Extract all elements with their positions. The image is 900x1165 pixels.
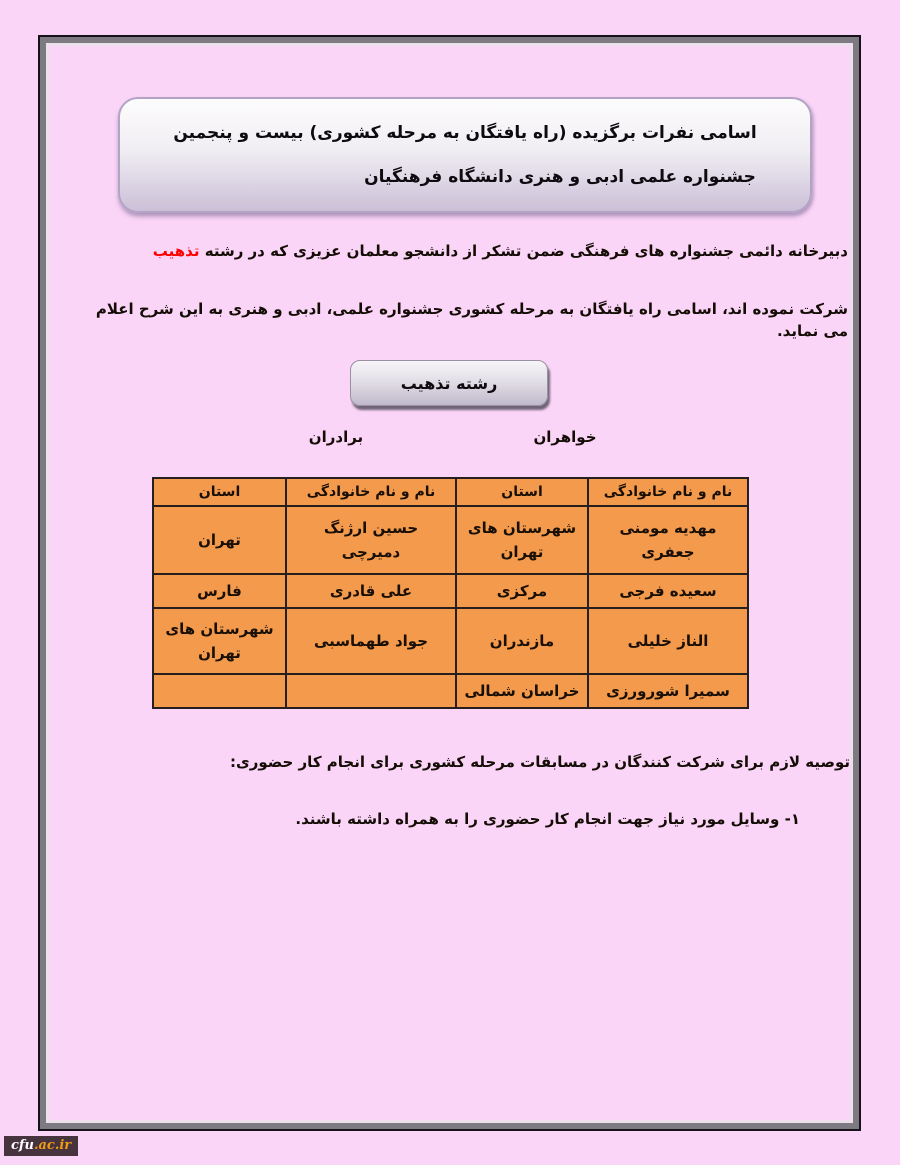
cell-brother-name: علی قادری — [286, 574, 456, 608]
table-row — [153, 608, 748, 674]
group-label-brothers: برادران — [308, 428, 364, 446]
cell-brother-province: شهرستان های تهران — [153, 608, 286, 674]
header-brothers-province: استان — [153, 478, 286, 506]
cell-brother-name: جواد طهماسبی — [286, 608, 456, 674]
cell-sister-name: مهدیه مومنی جعفری — [588, 506, 748, 574]
site-logo-suffix: .ac.ir — [33, 1138, 72, 1153]
group-label-sisters: خواهران — [533, 428, 597, 446]
intro-line-2: شرکت نموده اند، اسامی راه یافتگان به مرحله کشوری جشنواره علمی، ادبی و هنری به این شرح اعلام می نماید. — [95, 300, 848, 340]
table-row — [153, 674, 748, 708]
title-box — [118, 97, 812, 213]
cell-sister-province: خراسان شمالی — [456, 674, 588, 708]
cell-brother-name: حسین ارژنگ دمیرچی — [286, 506, 456, 574]
page-title-line-1: اسامی نفرات برگزیده (راه یافتگان به مرحله کشوری) بیست و پنجمین — [173, 123, 757, 143]
table-header-row — [153, 478, 748, 506]
intro-line-1-text: دبیرخانه دائمی جشنواره های فرهنگی ضمن تشکر از دانشجو معلمان عزیزی که در رشته — [204, 242, 848, 260]
cell-sister-name: سمیرا شورورزی — [588, 674, 748, 708]
intro-line-1 — [70, 240, 848, 262]
cell-sister-province: شهرستان های تهران — [456, 506, 588, 574]
header-sisters-name: نام و نام خانوادگی — [588, 478, 748, 506]
intro-paragraph — [70, 240, 848, 378]
cell-brother-province — [153, 674, 286, 708]
cell-sister-province: مازندران — [456, 608, 588, 674]
cell-sister-name: الناز خلیلی — [588, 608, 748, 674]
cell-brother-province: فارس — [153, 574, 286, 608]
field-badge — [350, 360, 548, 406]
cell-sister-province: مرکزی — [456, 574, 588, 608]
table-row — [153, 506, 748, 574]
cell-brother-name — [286, 674, 456, 708]
advice-heading: توصیه لازم برای شرکت کنندگان در مسابقات مرحله کشوری برای انجام کار حضوری: — [229, 753, 850, 771]
site-logo-prefix: cfu — [11, 1138, 34, 1153]
cell-brother-province: تهران — [153, 506, 286, 574]
table-row — [153, 574, 748, 608]
site-logo — [4, 1136, 78, 1156]
page-title-line-2: جشنواره علمی ادبی و هنری دانشگاه فرهنگیان — [364, 167, 756, 187]
header-sisters-province: استان — [456, 478, 588, 506]
field-badge-label: رشته تذهیب — [400, 373, 498, 393]
advice-item-1: ۱- وسایل مورد نیاز جهت انجام کار حضوری را به همراه داشته باشند. — [295, 810, 800, 828]
field-name-highlight: تذهیب — [152, 242, 200, 260]
cell-sister-name: سعیده فرجی — [588, 574, 748, 608]
results-table — [152, 477, 749, 709]
header-brothers-name: نام و نام خانوادگی — [286, 478, 456, 506]
